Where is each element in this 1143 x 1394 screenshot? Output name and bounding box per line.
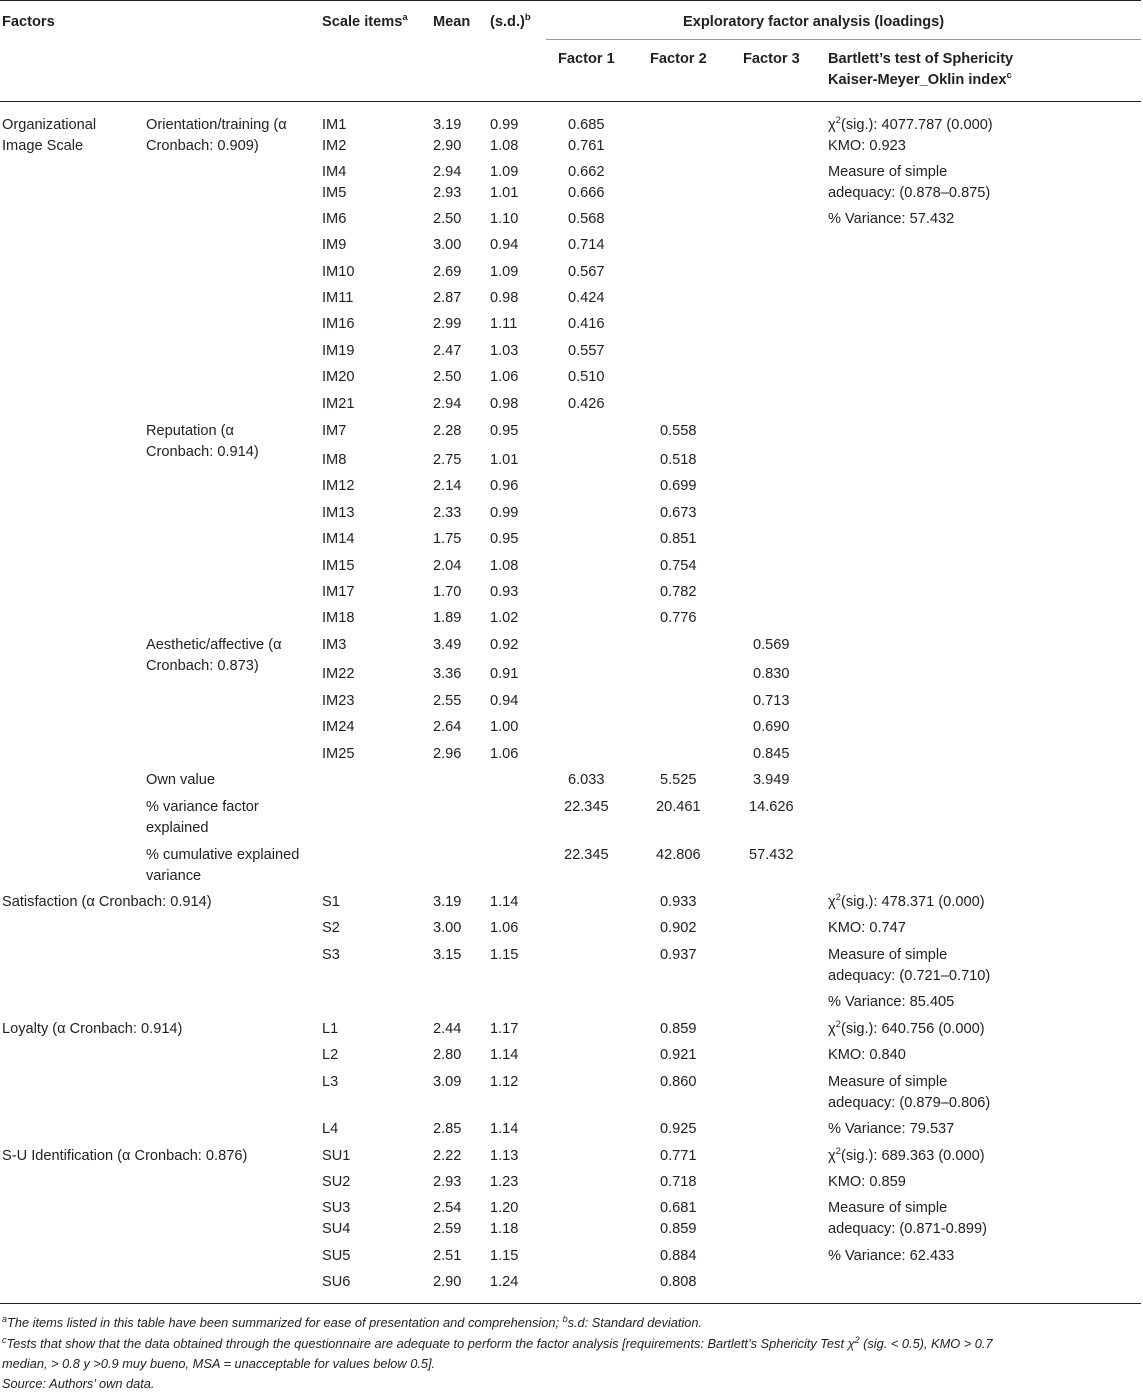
- row-sd: 1.09: [490, 164, 519, 180]
- row-mean: 2.22: [433, 1148, 462, 1164]
- row-f2: 0.884: [660, 1248, 697, 1264]
- header-kmo: Kaiser-Meyer_Oklin index$^c$: [828, 70, 1012, 88]
- row-f1: 0.426: [568, 396, 605, 412]
- row-mean: 2.44: [433, 1021, 462, 1037]
- row-f1: 0.714: [568, 237, 605, 253]
- row-sd: 1.10: [490, 211, 519, 227]
- row-item: S3: [322, 947, 340, 963]
- footnote-c: $^c$Tests that show that the data obtained through the questionnaire are adequate to perform the factor analysis [requirements: Bartlett’s Sphericity Test $\chi^2$ (sig. < 0.5), KMO > 0.7: [2, 1335, 993, 1351]
- row-sd: 1.01: [490, 185, 519, 201]
- row-sd: 1.06: [490, 920, 519, 936]
- row-f2: 0.771: [660, 1148, 697, 1164]
- row-sd: 1.06: [490, 369, 519, 385]
- row-sd: 1.13: [490, 1148, 519, 1164]
- row-sd: 0.98: [490, 290, 519, 306]
- test-org-variance: % Variance: 57.432: [828, 211, 955, 227]
- test-sat-variance: % Variance: 85.405: [828, 994, 955, 1010]
- row-sd: 1.15: [490, 947, 519, 963]
- row-sd: 1.01: [490, 452, 519, 468]
- row-item: SU5: [322, 1248, 351, 1264]
- cumulative-f1: 22.345: [564, 847, 609, 863]
- row-item: IM9: [322, 237, 347, 253]
- header-scale-items: Scale items$^a$: [322, 12, 408, 30]
- subfactor-orientation-2: Cronbach: 0.909): [146, 138, 259, 154]
- row-mean: 3.09: [433, 1074, 462, 1090]
- row-mean: 2.54: [433, 1200, 462, 1216]
- test-org-msa: Measure of simple: [828, 164, 948, 180]
- subfactor-reputation-2: Cronbach: 0.914): [146, 444, 259, 460]
- row-f2: 0.718: [660, 1174, 697, 1190]
- row-f2: 0.851: [660, 531, 697, 547]
- test-sat-kmo: KMO: 0.747: [828, 920, 906, 936]
- row-sd: 1.02: [490, 610, 519, 626]
- test-sat-chi: $\chi^2(sig.)$: 478.371 (0.000): [828, 892, 985, 910]
- row-item: S1: [322, 894, 340, 910]
- row-item: SU1: [322, 1148, 351, 1164]
- row-f2: 0.782: [660, 584, 697, 600]
- variance-label: % variance factor: [146, 799, 259, 815]
- cumulative-f3: 57.432: [749, 847, 794, 863]
- row-item: IM15: [322, 558, 355, 574]
- variance-f3: 14.626: [749, 799, 794, 815]
- row-f2: 0.808: [660, 1274, 697, 1290]
- row-item: IM19: [322, 343, 355, 359]
- row-item: IM8: [322, 452, 347, 468]
- row-f1: 0.662: [568, 164, 605, 180]
- footnote-ab: $^a$The items listed in this table have been summarized for ease of presentation and comprehension; $^b$s.d: Standard deviation.: [2, 1314, 703, 1330]
- footnote-c-2: median, > 0.8 y >0.9 muy bueno, MSA = unacceptable for values below 0.5].: [2, 1356, 436, 1371]
- own-value-f3: 3.949: [753, 772, 790, 788]
- row-sd: 0.93: [490, 584, 519, 600]
- row-item: IM17: [322, 584, 355, 600]
- row-mean: 2.87: [433, 290, 462, 306]
- row-mean: 2.94: [433, 396, 462, 412]
- factor-su-identification: S-U Identification (α Cronbach: 0.876): [2, 1148, 248, 1164]
- row-f2: 0.860: [660, 1074, 697, 1090]
- row-item: IM11: [322, 290, 354, 306]
- row-sd: 0.95: [490, 531, 519, 547]
- row-sd: 1.14: [490, 1047, 519, 1063]
- cumulative-label: % cumulative explained: [146, 847, 300, 863]
- row-f2: 0.859: [660, 1221, 697, 1237]
- row-sd: 0.94: [490, 693, 519, 709]
- test-sat-msa: Measure of simple: [828, 947, 948, 963]
- row-sd: 1.06: [490, 746, 519, 762]
- row-sd: 1.08: [490, 138, 519, 154]
- row-f2: 0.776: [660, 610, 697, 626]
- header-mean: Mean: [433, 14, 471, 30]
- row-f1: 0.557: [568, 343, 605, 359]
- row-sd: 1.15: [490, 1248, 519, 1264]
- test-su-chi: $\chi^2(sig.)$: 689.363 (0.000): [828, 1146, 985, 1164]
- header-efa: Exploratory factor analysis (loadings): [683, 14, 945, 30]
- header-factor-2: Factor 2: [650, 51, 707, 67]
- row-f1: 0.761: [568, 138, 605, 154]
- row-f3: 0.569: [753, 637, 790, 653]
- row-mean: 2.99: [433, 316, 462, 332]
- header-factor-1: Factor 1: [558, 51, 615, 67]
- row-f1: 0.510: [568, 369, 605, 385]
- row-f3: 0.713: [753, 693, 790, 709]
- row-item: IM3: [322, 637, 347, 653]
- factor-satisfaction: Satisfaction (α Cronbach: 0.914): [2, 894, 212, 910]
- row-mean: 3.36: [433, 666, 462, 682]
- row-sd: 0.98: [490, 396, 519, 412]
- own-value-f2: 5.525: [660, 772, 697, 788]
- row-item: SU2: [322, 1174, 351, 1190]
- test-org-chi: $\chi^2(sig.)$: 4077.787 (0.000): [828, 115, 993, 133]
- row-mean: 2.64: [433, 719, 462, 735]
- row-sd: 1.09: [490, 264, 519, 280]
- test-loy-kmo: KMO: 0.840: [828, 1047, 906, 1063]
- row-mean: 1.75: [433, 531, 462, 547]
- row-f2: 0.673: [660, 505, 697, 521]
- test-su-msa-2: adequacy: (0.871-0.899): [828, 1221, 988, 1237]
- row-f1: 0.424: [568, 290, 605, 306]
- row-mean: 3.19: [433, 894, 462, 910]
- table-bottom-rule: [0, 1303, 1141, 1304]
- row-f2: 0.754: [660, 558, 697, 574]
- row-f1: 0.416: [568, 316, 605, 332]
- row-mean: 2.33: [433, 505, 462, 521]
- row-sd: 1.24: [490, 1274, 519, 1290]
- row-sd: 0.99: [490, 505, 519, 521]
- test-loy-msa: Measure of simple: [828, 1074, 948, 1090]
- test-sat-msa-2: adequacy: (0.721–0.710): [828, 968, 991, 984]
- row-mean: 2.59: [433, 1221, 462, 1237]
- cumulative-label-2: variance: [146, 868, 202, 884]
- row-f2: 0.933: [660, 894, 697, 910]
- row-f1: 0.568: [568, 211, 605, 227]
- row-mean: 2.69: [433, 264, 462, 280]
- row-mean: 2.90: [433, 138, 462, 154]
- row-item: IM20: [322, 369, 355, 385]
- row-item: L1: [322, 1021, 339, 1037]
- source-note: Source: Authors’ own data.: [2, 1376, 155, 1391]
- row-item: S2: [322, 920, 340, 936]
- row-item: IM23: [322, 693, 355, 709]
- subfactor-orientation: Orientation/training (α: [146, 117, 287, 133]
- row-f2: 0.681: [660, 1200, 697, 1216]
- row-mean: 3.00: [433, 237, 462, 253]
- row-item: IM22: [322, 666, 355, 682]
- header-sd: $(s.d.)^b$: [490, 12, 531, 30]
- row-f3: 0.845: [753, 746, 790, 762]
- subfactor-reputation: Reputation (α: [146, 423, 234, 439]
- row-item: IM4: [322, 164, 347, 180]
- row-f1: 0.685: [568, 117, 605, 133]
- row-item: IM10: [322, 264, 355, 280]
- row-f2: 0.937: [660, 947, 697, 963]
- row-item: IM18: [322, 610, 355, 626]
- row-f1: 0.567: [568, 264, 605, 280]
- row-sd: 1.23: [490, 1174, 519, 1190]
- row-sd: 1.17: [490, 1021, 519, 1037]
- row-mean: 2.80: [433, 1047, 462, 1063]
- own-value-f1: 6.033: [568, 772, 605, 788]
- table-top-rule: [0, 0, 1141, 1]
- own-value-label: Own value: [146, 772, 215, 788]
- row-item: IM2: [322, 138, 347, 154]
- row-mean: 3.15: [433, 947, 462, 963]
- row-mean: 1.70: [433, 584, 462, 600]
- row-mean: 2.14: [433, 478, 462, 494]
- row-mean: 2.47: [433, 343, 462, 359]
- row-mean: 2.28: [433, 423, 462, 439]
- cumulative-f2: 42.806: [656, 847, 701, 863]
- factor-org-image: Organizational: [2, 117, 97, 133]
- row-sd: 0.92: [490, 637, 519, 653]
- row-f2: 0.859: [660, 1021, 697, 1037]
- test-org-msa-2: adequacy: (0.878–0.875): [828, 185, 991, 201]
- row-item: IM25: [322, 746, 355, 762]
- test-loy-variance: % Variance: 79.537: [828, 1121, 955, 1137]
- row-sd: 1.14: [490, 894, 519, 910]
- row-sd: 1.08: [490, 558, 519, 574]
- row-f2: 0.902: [660, 920, 697, 936]
- row-mean: 2.93: [433, 185, 462, 201]
- header-factors: Factors: [2, 14, 55, 30]
- row-item: IM6: [322, 211, 347, 227]
- row-f2: 0.518: [660, 452, 697, 468]
- row-mean: 2.50: [433, 211, 462, 227]
- row-mean: 3.00: [433, 920, 462, 936]
- row-item: IM12: [322, 478, 355, 494]
- test-loy-chi: $\chi^2(sig.)$: 640.756 (0.000): [828, 1019, 985, 1037]
- row-f3: 0.830: [753, 666, 790, 682]
- row-mean: 1.89: [433, 610, 462, 626]
- row-sd: 0.95: [490, 423, 519, 439]
- test-su-kmo: KMO: 0.859: [828, 1174, 906, 1190]
- row-item: L2: [322, 1047, 339, 1063]
- factor-org-image-2: Image Scale: [2, 138, 84, 154]
- row-item: IM21: [322, 396, 355, 412]
- test-su-variance: % Variance: 62.433: [828, 1248, 955, 1264]
- row-mean: 2.93: [433, 1174, 462, 1190]
- row-mean: 2.90: [433, 1274, 462, 1290]
- row-mean: 2.51: [433, 1248, 462, 1264]
- row-mean: 3.19: [433, 117, 462, 133]
- row-mean: 3.49: [433, 637, 462, 653]
- row-f2: 0.925: [660, 1121, 697, 1137]
- row-item: IM7: [322, 423, 347, 439]
- row-sd: 1.03: [490, 343, 519, 359]
- header-bartlett: Bartlett’s test of Sphericity: [828, 51, 1014, 67]
- row-item: IM16: [322, 316, 355, 332]
- row-mean: 2.04: [433, 558, 462, 574]
- variance-f1: 22.345: [564, 799, 609, 815]
- row-item: L4: [322, 1121, 339, 1137]
- test-loy-msa-2: adequacy: (0.879–0.806): [828, 1095, 991, 1111]
- row-f2: 0.921: [660, 1047, 697, 1063]
- row-f2: 0.699: [660, 478, 697, 494]
- row-sd: 0.94: [490, 237, 519, 253]
- row-mean: 2.55: [433, 693, 462, 709]
- row-f1: 0.666: [568, 185, 605, 201]
- row-item: IM1: [322, 117, 347, 133]
- row-sd: 0.96: [490, 478, 519, 494]
- efa-group-rule: [546, 39, 1141, 40]
- row-item: IM24: [322, 719, 355, 735]
- subfactor-aesthetic: Aesthetic/affective (α: [146, 637, 282, 653]
- row-f3: 0.690: [753, 719, 790, 735]
- row-sd: 1.18: [490, 1221, 519, 1237]
- row-item: IM13: [322, 505, 355, 521]
- row-f2: 0.558: [660, 423, 697, 439]
- row-item: SU4: [322, 1221, 351, 1237]
- row-mean: 2.96: [433, 746, 462, 762]
- row-sd: 1.12: [490, 1074, 519, 1090]
- row-sd: 1.14: [490, 1121, 519, 1137]
- subfactor-aesthetic-2: Cronbach: 0.873): [146, 658, 259, 674]
- test-org-kmo: KMO: 0.923: [828, 138, 906, 154]
- row-item: L3: [322, 1074, 339, 1090]
- row-mean: 2.94: [433, 164, 462, 180]
- header-bottom-rule: [0, 101, 1141, 102]
- header-factor-3: Factor 3: [743, 51, 800, 67]
- row-sd: 0.99: [490, 117, 519, 133]
- row-mean: 2.50: [433, 369, 462, 385]
- variance-f2: 20.461: [656, 799, 701, 815]
- row-sd: 1.20: [490, 1200, 519, 1216]
- row-sd: 1.00: [490, 719, 519, 735]
- row-item: IM14: [322, 531, 355, 547]
- factor-loyalty: Loyalty (α Cronbach: 0.914): [2, 1021, 183, 1037]
- row-mean: 2.85: [433, 1121, 462, 1137]
- row-item: SU6: [322, 1274, 351, 1290]
- variance-label-2: explained: [146, 820, 209, 836]
- row-item: SU3: [322, 1200, 351, 1216]
- row-mean: 2.75: [433, 452, 462, 468]
- row-sd: 0.91: [490, 666, 519, 682]
- row-item: IM5: [322, 185, 347, 201]
- test-su-msa: Measure of simple: [828, 1200, 948, 1216]
- row-sd: 1.11: [490, 316, 518, 332]
